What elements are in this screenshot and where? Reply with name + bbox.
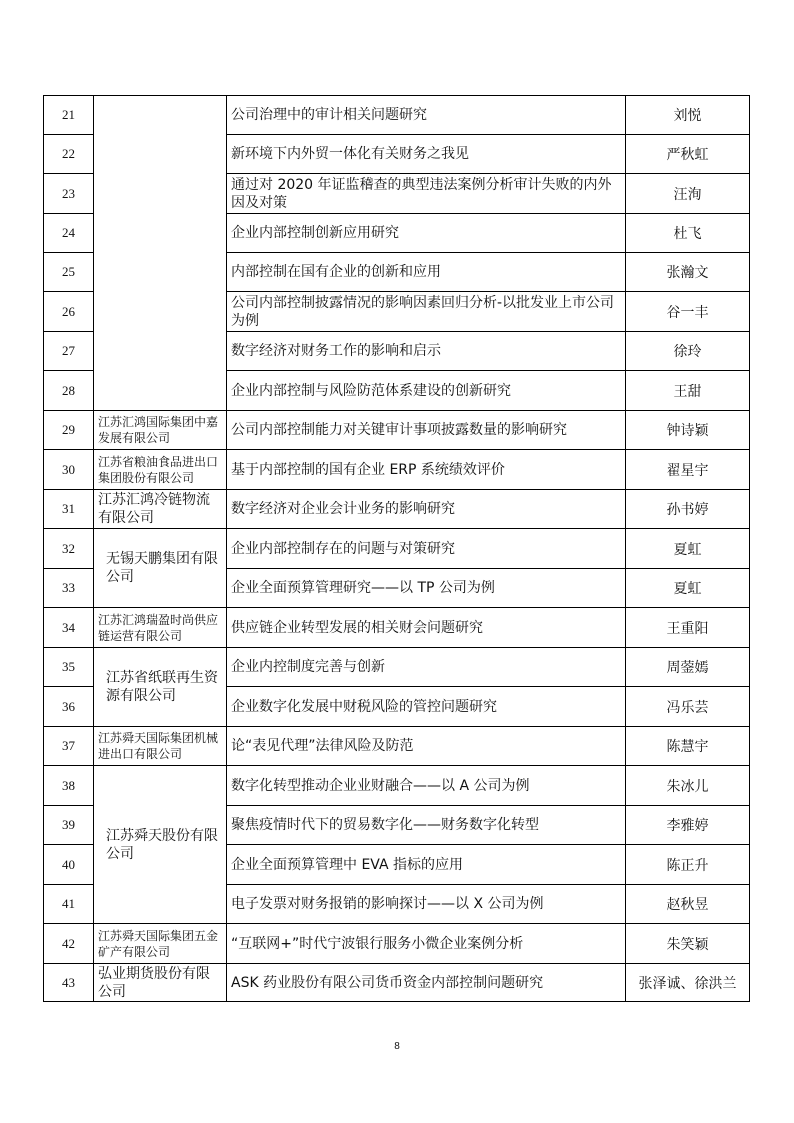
row-number: 26 [44,292,94,332]
unit-name: 江苏舜天国际集团五金矿产有限公司 [94,924,227,964]
paper-title: 企业全面预算管理中 EVA 指标的应用 [227,845,626,885]
author-name: 钟诗颖 [626,411,750,450]
paper-title: 新环境下内外贸一体化有关财务之我见 [227,135,626,174]
row-number: 38 [44,766,94,806]
author-name: 王甜 [626,371,750,411]
paper-title: 企业数字化发展中财税风险的管控问题研究 [227,687,626,727]
paper-title: 公司治理中的审计相关问题研究 [227,96,626,135]
author-name: 张瀚文 [626,253,750,292]
unit-name: 江苏舜天股份有限公司 [94,766,227,924]
table-row [44,766,750,806]
author-name: 夏虹 [626,569,750,608]
row-number: 40 [44,845,94,885]
author-name: 陈慧宇 [626,727,750,766]
author-name: 周蓥嫣 [626,648,750,687]
row-number: 28 [44,371,94,411]
table-row [44,450,750,490]
paper-title: 供应链企业转型发展的相关财会问题研究 [227,608,626,648]
table-row [44,727,750,766]
paper-title: 基于内部控制的国有企业 ERP 系统绩效评价 [227,450,626,490]
paper-title: 公司内部控制能力对关键审计事项披露数量的影响研究 [227,411,626,450]
paper-title: “互联网+”时代宁波银行服务小微企业案例分析 [227,924,626,964]
table-row [44,648,750,687]
author-name: 李雅婷 [626,806,750,845]
paper-title: 企业内部控制创新应用研究 [227,214,626,253]
row-number: 43 [44,964,94,1002]
author-name: 刘悦 [626,96,750,135]
author-name: 杜飞 [626,214,750,253]
row-number: 25 [44,253,94,292]
unit-cell-blank [94,96,227,411]
author-name: 陈正升 [626,845,750,885]
page-number: 8 [394,1041,400,1052]
paper-title: 内部控制在国有企业的创新和应用 [227,253,626,292]
paper-title: 公司内部控制披露情况的影响因素回归分析-以批发业上市公司为例 [227,292,626,332]
row-number: 29 [44,411,94,450]
row-number: 34 [44,608,94,648]
row-number: 31 [44,490,94,529]
row-number: 36 [44,687,94,727]
paper-title: 数字经济对企业会计业务的影响研究 [227,490,626,529]
author-name: 严秋虹 [626,135,750,174]
row-number: 22 [44,135,94,174]
author-name: 夏虹 [626,529,750,569]
paper-title: ASK 药业股份有限公司货币资金内部控制问题研究 [227,964,626,1002]
author-name: 朱冰儿 [626,766,750,806]
table-row [44,608,750,648]
paper-title: 论“表见代理”法律风险及防范 [227,727,626,766]
row-number: 30 [44,450,94,490]
table-row [44,529,750,569]
table-row [44,924,750,964]
row-number: 37 [44,727,94,766]
paper-title: 企业全面预算管理研究——以 TP 公司为例 [227,569,626,608]
table-row [44,964,750,1002]
author-name: 冯乐芸 [626,687,750,727]
row-number: 42 [44,924,94,964]
paper-title: 通过对 2020 年证监稽查的典型违法案例分析审计失败的内外因及对策 [227,174,626,214]
unit-name: 江苏省纸联再生资源有限公司 [94,648,227,727]
row-number: 21 [44,96,94,135]
row-number: 24 [44,214,94,253]
author-name: 孙书婷 [626,490,750,529]
row-number: 27 [44,332,94,371]
row-number: 39 [44,806,94,845]
unit-name: 江苏汇鸿冷链物流有限公司 [94,490,227,529]
unit-name: 无锡天鹏集团有限公司 [94,529,227,608]
author-name: 张泽诚、徐洪兰 [626,964,750,1002]
unit-name: 江苏汇鸿瑞盈时尚供应链运营有限公司 [94,608,227,648]
paper-title: 企业内部控制存在的问题与对策研究 [227,529,626,569]
unit-name: 江苏舜天国际集团机械进出口有限公司 [94,727,227,766]
author-name: 朱笑颖 [626,924,750,964]
author-name: 王重阳 [626,608,750,648]
row-number: 33 [44,569,94,608]
paper-title: 企业内控制度完善与创新 [227,648,626,687]
unit-name: 江苏省粮油食品进出口集团股份有限公司 [94,450,227,490]
unit-name: 弘业期货股份有限公司 [94,964,227,1002]
paper-title: 聚焦疫情时代下的贸易数字化——财务数字化转型 [227,806,626,845]
table-row [44,490,750,529]
row-number: 23 [44,174,94,214]
paper-title: 电子发票对财务报销的影响探讨——以 X 公司为例 [227,885,626,924]
row-number: 32 [44,529,94,569]
author-name: 翟星宇 [626,450,750,490]
table-row [44,411,750,450]
paper-title: 数字化转型推动企业业财融合——以 A 公司为例 [227,766,626,806]
author-name: 谷一丰 [626,292,750,332]
row-number: 41 [44,885,94,924]
paper-title: 企业内部控制与风险防范体系建设的创新研究 [227,371,626,411]
row-number: 35 [44,648,94,687]
author-name: 徐玲 [626,332,750,371]
unit-name: 江苏汇鸿国际集团中嘉发展有限公司 [94,411,227,450]
paper-list-table [43,95,750,1002]
paper-title: 数字经济对财务工作的影响和启示 [227,332,626,371]
author-name: 赵秋昱 [626,885,750,924]
table-row [44,96,750,135]
author-name: 汪洵 [626,174,750,214]
